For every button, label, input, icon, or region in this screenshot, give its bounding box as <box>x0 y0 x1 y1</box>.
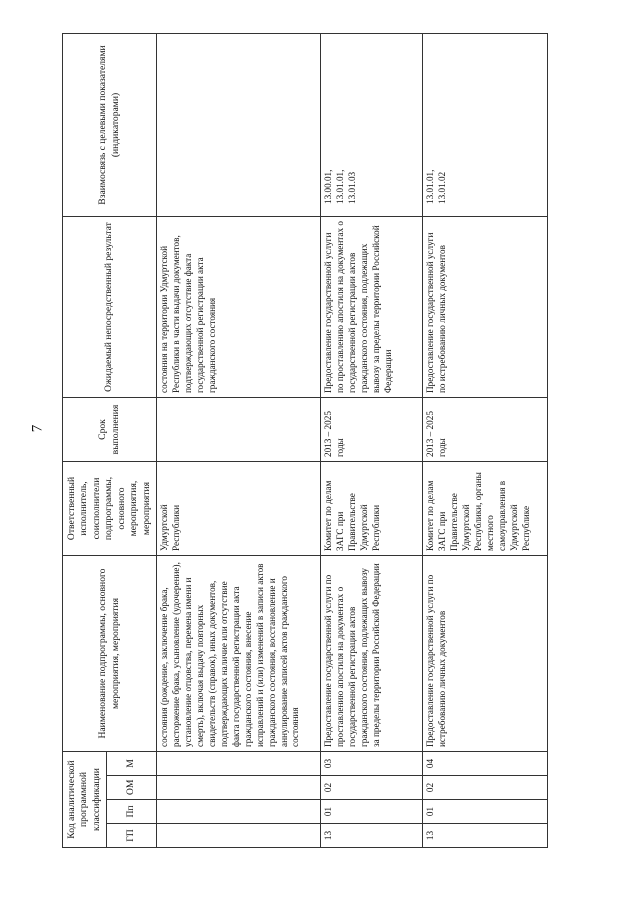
cell-name: Предоставление государственной услуги по проставлению апостиля на документах о государственной регистрации актов гражданского состояния, подлежащих вывозу за пределы территории Российской Федерации <box>321 556 423 752</box>
header-name: Наименование подпрограммы, основного мероприятия, мероприятия <box>63 556 157 752</box>
cell-executor: Удмуртской Республики <box>157 462 321 556</box>
cell-result: Предоставление государственной услуги по проставлению апостиля на документах о государственной регистрации актов гражданского состояния, подлежащих вывозу за пределы территории Российской Федерации <box>321 217 423 398</box>
cell-link: 13.01.01, 13.01.02 <box>423 34 548 217</box>
cell-gp: 13 <box>423 824 548 848</box>
program-activities-table <box>62 33 548 848</box>
header-code-group: Код аналитической программной классификации <box>63 752 107 848</box>
rotated-table-sheet <box>62 34 548 848</box>
header-link: Взаимосвязь с целевыми показателями (индикаторами) <box>63 34 157 217</box>
cell-term <box>157 398 321 462</box>
cell-pp <box>157 800 321 824</box>
header-code-m: М <box>107 752 157 776</box>
cell-gp: 13 <box>321 824 423 848</box>
header-executor: Ответственный исполнитель, соисполнители подпрограммы, основного мероприятия, мероприятия <box>63 462 157 556</box>
table-header <box>63 34 157 848</box>
cell-om <box>157 776 321 800</box>
cell-gp <box>157 824 321 848</box>
table-row <box>423 34 548 848</box>
header-result: Ожидаемый непосредственный результат <box>63 217 157 398</box>
cell-name: состояния (рождение, заключение брака, расторжение брака, усыновление (удочерение), установление отцовства, перемена имени и смерть), включая выдачу повторных свидетельств (справок), иных документов, подтверждающих наличие или отсутствие факта государственной регистрации акта гражданского состояния, внесение исправлений и (или) изменений в записи актов гражданского состояния, восстановление и аннулирование записей актов гражданского состояния <box>157 556 321 752</box>
cell-term: 2013 – 2025 годы <box>423 398 548 462</box>
cell-term: 2013 – 2025 годы <box>321 398 423 462</box>
cell-result: состояния на территории Удмуртской Республики в части выдачи документов, подтверждающих отсутствие факта государственной регистрации акта гражданского состояния <box>157 217 321 398</box>
cell-m: 04 <box>423 752 548 776</box>
cell-om: 02 <box>423 776 548 800</box>
cell-name: Предоставление государственной услуги по истребованию личных документов <box>423 556 548 752</box>
cell-pp: 01 <box>321 800 423 824</box>
cell-executor: Комитет по делам ЗАГС при Правительстве Удмуртской Республики, органы местного самоуправления в Удмуртской Республике <box>423 462 548 556</box>
header-code-gp: ГП <box>107 824 157 848</box>
header-code-om: ОМ <box>107 776 157 800</box>
cell-om: 02 <box>321 776 423 800</box>
cell-result: Предоставление государственной услуги по истребованию личных документов <box>423 217 548 398</box>
table-row <box>157 34 321 848</box>
cell-m: 03 <box>321 752 423 776</box>
header-term: Срок выполнения <box>63 398 157 462</box>
header-code-pp: Пп <box>107 800 157 824</box>
cell-link <box>157 34 321 217</box>
cell-m <box>157 752 321 776</box>
table-row <box>321 34 423 848</box>
cell-pp: 01 <box>423 800 548 824</box>
cell-executor: Комитет по делам ЗАГС при Правительстве Удмуртской Республики <box>321 462 423 556</box>
cell-link: 13.00.01, 13.01.01, 13.01.03 <box>321 34 423 217</box>
page-number: 7 <box>29 424 46 433</box>
